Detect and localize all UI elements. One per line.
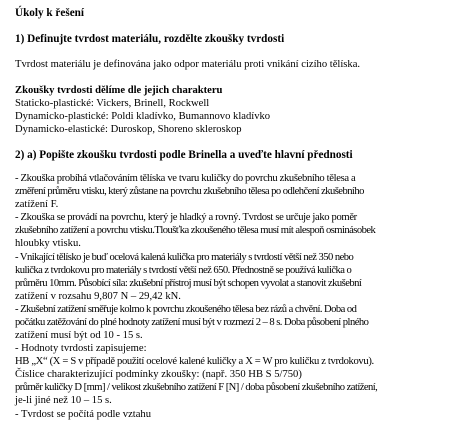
body-line: - Zkouška se provádí na povrchu, který je hladký a rovný. Tvrdost se určuje jako poměr xyxy=(15,212,357,223)
hardness-type-item: Staticko-plastické: Vickers, Brinell, Rockwell xyxy=(15,98,210,109)
hardness-type-item: Dynamicko-elastické: Duroskop, Shoreno skleroskop xyxy=(15,124,242,135)
body-line: zatížení v rozsahu 9,807 N – 29,42 kN. xyxy=(15,291,181,302)
hardness-type-item: Dynamicko-plastické: Poldi kladívko, Bumannovo kladívko xyxy=(15,111,271,122)
body-line: - Vnikající tělísko je buď ocelová kalená kulička pro materiály s tvrdostí větší než 350 nebo xyxy=(15,252,354,263)
body-line: - Tvrdost se počítá podle vztahu xyxy=(15,409,152,420)
body-line: HB „X“ (X = S v případě použití ocelové kalené kuličky a X = W pro kuličku z tvrdokovu). xyxy=(15,356,374,367)
document-title: Úkoly k řešení xyxy=(15,7,84,19)
classification-subheading: Zkoušky tvrdosti dělíme dle jejich charakteru xyxy=(15,85,223,96)
section1-heading: 1) Definujte tvrdost materiálu, rozdělte zkoušky tvrdosti xyxy=(15,33,285,45)
section2-heading: 2) a) Popište zkoušku tvrdosti podle Brinella a uveďte hlavní přednosti xyxy=(15,149,353,161)
body-line: kulička z tvrdokovu pro materiály s tvrdostí větší než 650. Přednostně se používá kulička o xyxy=(15,265,352,276)
body-line: změření průměru vtisku, který zůstane na povrchu zkušebního tělesa po odlehčení zkušebního xyxy=(15,186,364,197)
body-line: - Zkouška probíhá vtlačováním tělíska ve tvaru kuličky do povrchu zkušebního tělesa a xyxy=(15,173,356,184)
body-line: průměr kuličky D [mm] / velikost zkušebního zatížení F [N] / doba působení zkušebního zatížení, xyxy=(15,382,378,393)
body-line: zkušebního zatížení a povrchu vtisku.Tloušťka zkoušeného tělesa musí mít alespoň osminásobek xyxy=(15,225,376,236)
body-line: počátku zatěžování do plné hodnoty zatížení musí být v rozmezí 2 – 8 s. Doba působení plného xyxy=(15,317,369,328)
body-line: zatížení F. xyxy=(15,199,59,210)
body-line: - Zkušební zatížení směřuje kolmo k povrchu zkoušeného tělesa bez rázů a chvění. Doba od xyxy=(15,304,357,315)
body-line: zatížení musí být od 10 - 15 s. xyxy=(15,330,143,341)
body-line: Číslice charakterizující podmínky zkoušky: (např. 350 HB S 5/750) xyxy=(15,369,302,380)
body-line: - Hodnoty tvrdosti zapisujeme: xyxy=(15,343,147,354)
body-line: hloubky vtisku. xyxy=(15,238,81,249)
definition-text: Tvrdost materiálu je definována jako odpor materiálu proti vnikání cizího tělíska. xyxy=(15,59,361,70)
body-line: průměru 10mm. Působící síla: zkušební přístroj musí být schopen vyvolat a stanovit zkušební xyxy=(15,278,362,289)
body-line: je-li jiné než 10 – 15 s. xyxy=(15,395,112,406)
